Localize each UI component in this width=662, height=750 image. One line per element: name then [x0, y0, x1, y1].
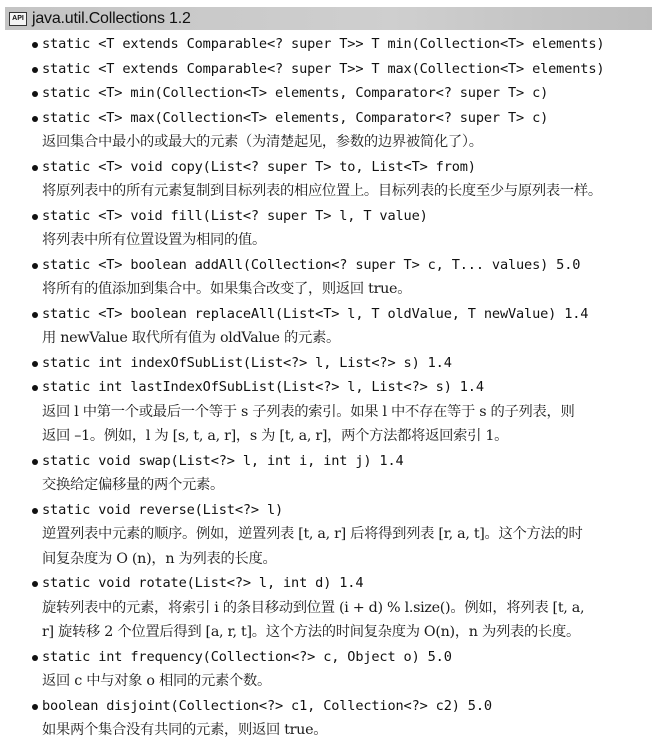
method-description: 将所有的值添加到集合中。如果集合改变了，则返回 true。 [42, 281, 412, 297]
method-list [0, 32, 662, 743]
method-signature: static <T> boolean addAll(Collection<? super T> c, T... values) 5.0 [0, 253, 662, 278]
bullet-icon [32, 385, 38, 391]
bullet-icon [32, 655, 38, 661]
bullet-icon [32, 704, 38, 710]
method-description: 返回 c 中与对象 o 相同的元素个数。 [42, 673, 271, 689]
bullet-icon [32, 312, 38, 318]
method-description: 用 newValue 取代所有值为 oldValue 的元素。 [42, 330, 340, 346]
method-signature: static <T> min(Collection<T> elements, Comparator<? super T> c) [0, 81, 662, 106]
bullet-icon [32, 67, 38, 73]
method-signature: static void rotate(List<?> l, int d) 1.4 [0, 571, 662, 596]
bullet-icon [32, 42, 38, 48]
method-description: 逆置列表中元素的顺序。例如，逆置列表 [t, a, r] 后将得到列表 [r, a, t]。这个方法的时 [42, 526, 583, 542]
method-description: 交换给定偏移量的两个元素。 [42, 477, 224, 493]
bullet-icon [32, 581, 38, 587]
method-description: 返回 l 中第一个或最后一个等于 s 子列表的索引。如果 l 中不存在等于 s 的子列表，则 [42, 403, 575, 420]
method-signature: static int lastIndexOfSubList(List<?> l, List<?> s) 1.4 [0, 375, 662, 400]
bullet-icon [32, 116, 38, 122]
bullet-icon [32, 263, 38, 269]
method-description: 返回 –1。例如，l 为 [s, t, a, r]，s 为 [t, a, r]，两个方法都将返回索引 1。 [42, 428, 509, 444]
method-signature: static int indexOfSubList(List<?> l, List<?> s) 1.4 [0, 351, 662, 376]
method-signature: static <T> boolean replaceAll(List<T> l, T oldValue, T newValue) 1.4 [0, 302, 662, 327]
method-signature: static void swap(List<?> l, int i, int j) 1.4 [0, 449, 662, 474]
method-signature: boolean disjoint(Collection<?> c1, Collection<?> c2) 5.0 [0, 694, 662, 719]
method-signature: static <T extends Comparable<? super T>> T max(Collection<T> elements) [0, 57, 662, 82]
method-description: 如果两个集合没有共同的元素，则返回 true。 [42, 722, 328, 738]
method-signature: static <T extends Comparable<? super T>> T min(Collection<T> elements) [0, 32, 662, 57]
method-signature: static <T> void fill(List<? super T> l, T value) [0, 204, 662, 229]
api-icon: API [9, 12, 27, 26]
method-signature: static int frequency(Collection<?> c, Object o) 5.0 [0, 645, 662, 670]
method-description: 将列表中所有位置设置为相同的值。 [42, 232, 266, 248]
method-signature: static <T> max(Collection<T> elements, Comparator<? super T> c) [0, 106, 662, 131]
method-description: 旋转列表中的元素，将索引 i 的条目移动到位置 (i + d) % l.size()。例如，将列表 [t, a, [42, 599, 585, 616]
bullet-icon [32, 91, 38, 97]
method-description: 返回集合中最小的或最大的元素（为清楚起见，参数的边界被简化了）。 [42, 134, 483, 150]
method-description: 间复杂度为 O (n)，n 为列表的长度。 [42, 550, 277, 567]
method-description: 将原列表中的所有元素复制到目标列表的相应位置上。目标列表的长度至少与原列表一样。 [42, 183, 602, 199]
method-signature: static void reverse(List<?> l) [0, 498, 662, 523]
api-section-header [5, 7, 652, 30]
bullet-icon [32, 508, 38, 514]
method-signature: static <T> void copy(List<? super T> to, List<T> from) [0, 155, 662, 180]
method-description: r] 旋转移 2 个位置后得到 [a, r, t]。这个方法的时间复杂度为 O(n)，n 为列表的长度。 [42, 624, 580, 640]
bullet-icon [32, 361, 38, 367]
api-class-title: java.util.Collections 1.2 [32, 9, 191, 27]
bullet-icon [32, 459, 38, 465]
bullet-icon [32, 214, 38, 220]
bullet-icon [32, 165, 38, 171]
